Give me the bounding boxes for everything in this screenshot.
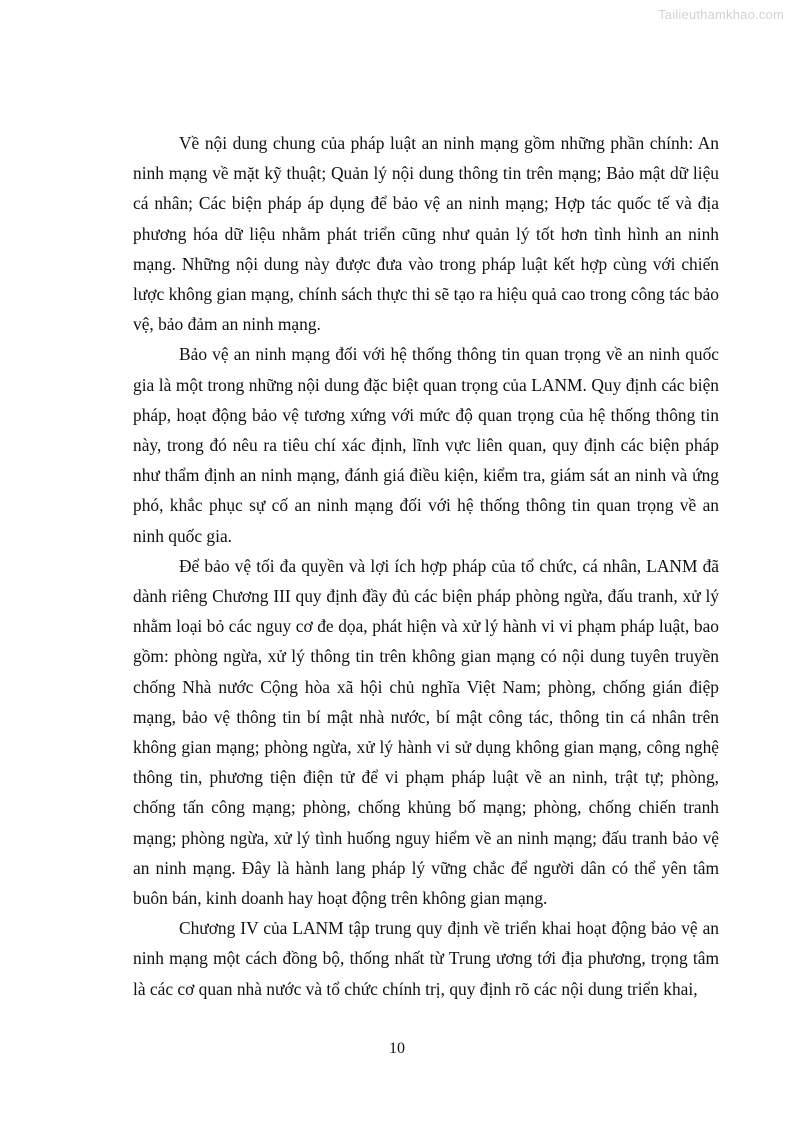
paragraph-chapter-four: Chương IV của LANM tập trung quy định về triển khai hoạt động bảo vệ an ninh mạng một cách đồng bộ, thống nhất từ Trung ương tới địa phương, trọng tâm là các cơ quan nhà nước và tổ chức chính trị, quy định rõ các nội dung triển khai, bbox=[133, 918, 719, 999]
paragraph-critical-info-systems: Bảo vệ an ninh mạng đối với hệ thống thông tin quan trọng về an ninh quốc gia là một trong những nội dung đặc biệt quan trọng của LANM. Quy định các biện pháp, hoạt động bảo vệ tương xứng với mức độ quan trọng của hệ thống thông tin này, trong đó nêu ra tiêu chí xác định, lĩnh vực liên quan, quy định các biện pháp như thẩm định an ninh mạng, đánh giá điều kiện, kiểm tra, giám sát an ninh và ứng phó, khắc phục sự cố an ninh mạng đối với hệ thống thông tin quan trọng về an ninh quốc gia. bbox=[133, 344, 719, 546]
paragraph-chapter-three: Để bảo vệ tối đa quyền và lợi ích hợp pháp của tổ chức, cá nhân, LANM đã dành riêng Chương III quy định đầy đủ các biện pháp phòng ngừa, đấu tranh, xử lý nhằm loại bỏ các nguy cơ đe dọa, phát hiện và xử lý hành vi vi phạm pháp luật, bao gồm: phòng ngừa, xử lý thông tin trên không gian mạng có nội dung tuyên truyền chống Nhà nước Cộng hòa xã hội chủ nghĩa Việt Nam; phòng, chống gián điệp mạng, bảo vệ thông tin bí mật nhà nước, bí mật công tác, thông tin cá nhân trên không gian mạng; phòng ngừa, xử lý hành vi sử dụng không gian mạng, công nghệ thông tin, phương tiện điện tử để vi phạm pháp luật về an ninh, trật tự; phòng, chống tấn công mạng; phòng, chống khủng bố mạng; phòng, chống chiến tranh mạng; phòng ngừa, xử lý tình huống nguy hiểm về an ninh mạng; đấu tranh bảo vệ an ninh mạng. Đây là hành lang pháp lý vững chắc để người dân có thể yên tâm buôn bán, kinh doanh hay hoạt động trên không gian mạng. bbox=[133, 555, 719, 909]
watermark: Tailieuthamkhao.com bbox=[658, 7, 784, 22]
document-body bbox=[133, 128, 719, 1004]
page-number: 10 bbox=[389, 1040, 405, 1057]
paragraph-network-security-content: Về nội dung chung của pháp luật an ninh mạng gồm những phần chính: An ninh mạng về mặt kỹ thuật; Quản lý nội dung thông tin trên mạng; Bảo mật dữ liệu cá nhân; Các biện pháp áp dụng để bảo vệ an ninh mạng; Hợp tác quốc tế và địa phương hóa dữ liệu nhằm phát triển cũng như quản lý tốt hơn tình hình an ninh mạng. Những nội dung này được đưa vào trong pháp luật kết hợp cùng với chiến lược không gian mạng, chính sách thực thi sẽ tạo ra hiệu quả cao trong công tác bảo vệ, bảo đảm an ninh mạng. bbox=[133, 133, 719, 335]
